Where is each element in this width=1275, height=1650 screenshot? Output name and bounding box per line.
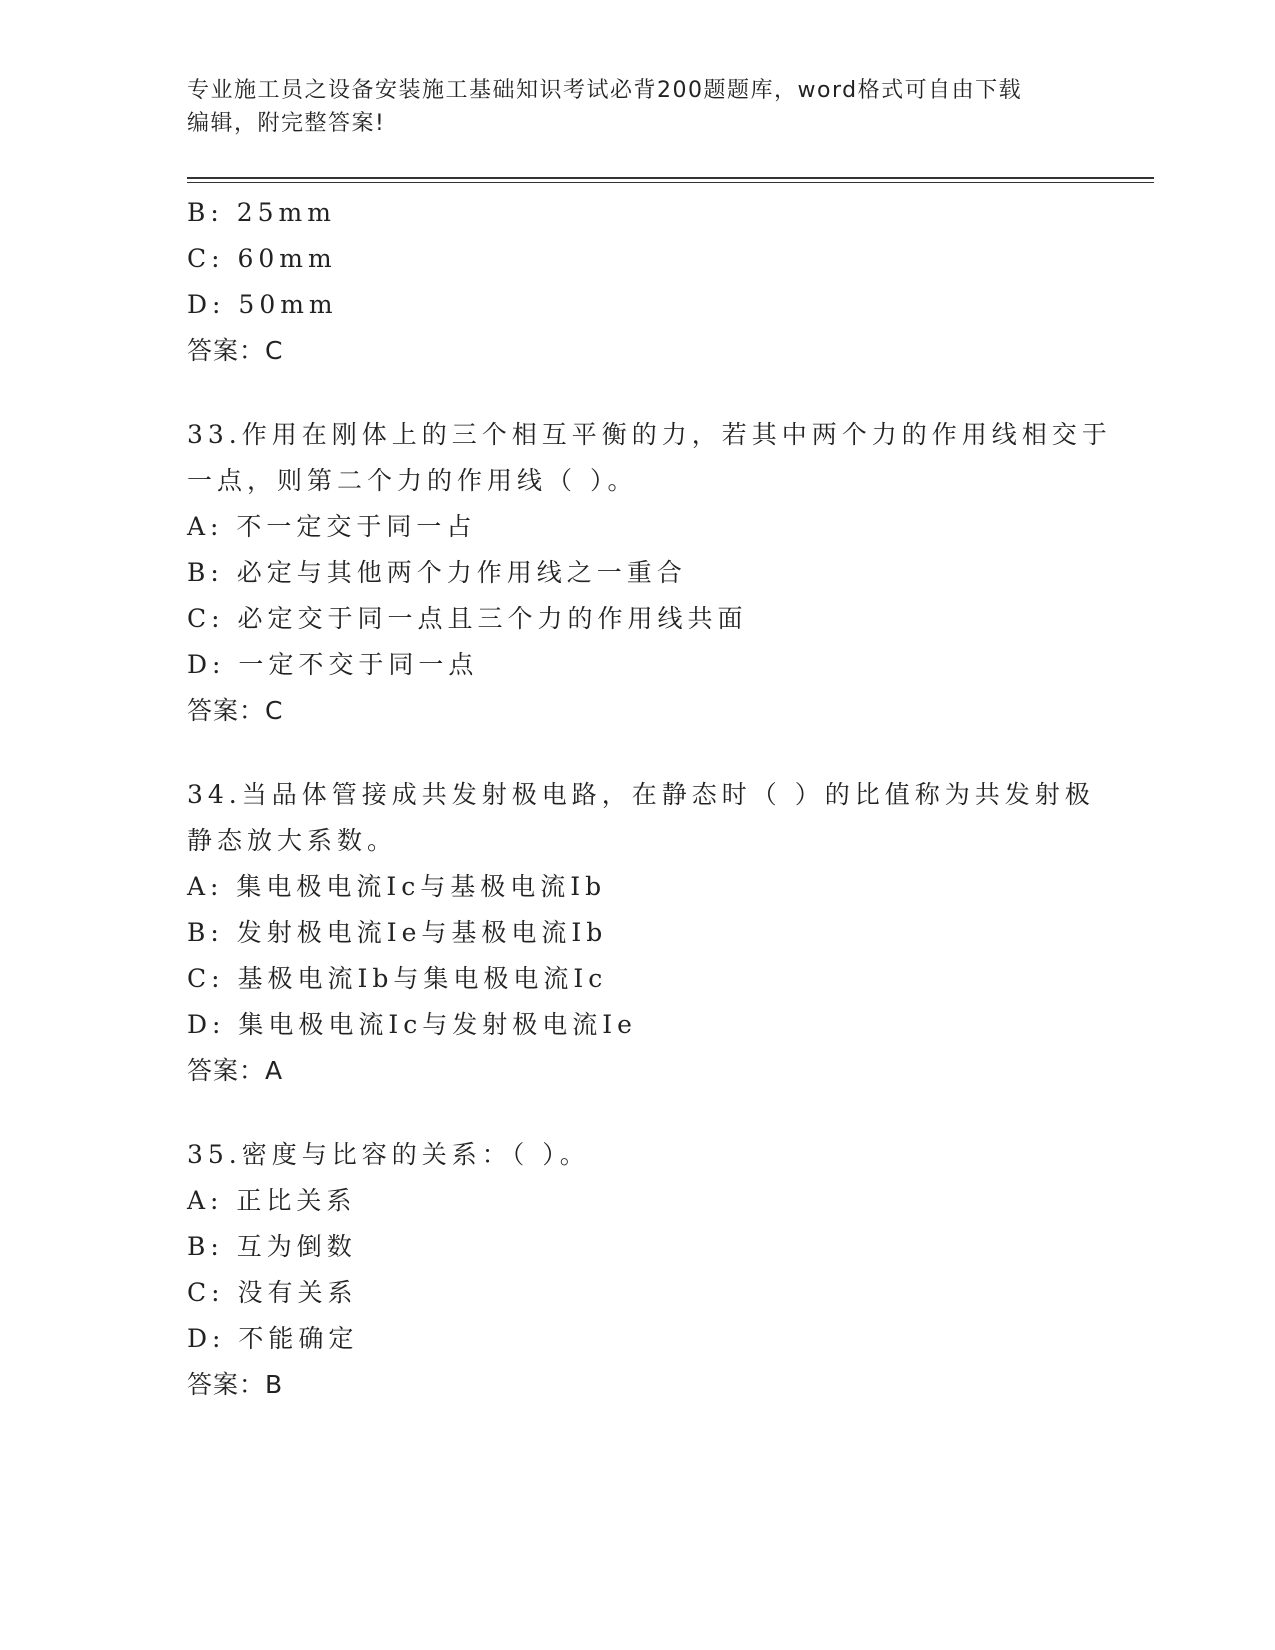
question-34 bbox=[187, 772, 1095, 1094]
question-list bbox=[187, 190, 1112, 1408]
question-35 bbox=[187, 1132, 1087, 1408]
question-33 bbox=[187, 412, 1112, 734]
question-34-answer: 答案：A bbox=[187, 1056, 284, 1085]
question-33-option-b: B: 必定与其他两个力作用线之一重合 bbox=[187, 558, 687, 587]
question-32-answer: 答案：C bbox=[187, 336, 284, 365]
question-34-option-d: D: 集电极电流Ic与发射极电流Ie bbox=[187, 1010, 637, 1039]
question-spacer bbox=[187, 1094, 1087, 1132]
question-33-stem-line-1: 33.作用在刚体上的三个相互平衡的力，若其中两个力的作用线相交于 bbox=[187, 420, 1112, 449]
question-35-stem-line-1: 35.密度与比容的关系：（ ）。 bbox=[187, 1140, 590, 1169]
question-35-option-c: C: 没有关系 bbox=[187, 1278, 358, 1307]
question-32-continued bbox=[187, 190, 1087, 374]
question-35-option-a: A: 正比关系 bbox=[187, 1186, 357, 1215]
question-33-answer: 答案：C bbox=[187, 696, 284, 725]
header-title-line-2: 编辑，附完整答案! bbox=[187, 111, 386, 136]
question-35-option-d: D: 不能确定 bbox=[187, 1324, 359, 1353]
question-34-stem-line-2: 静态放大系数。 bbox=[187, 826, 398, 855]
question-33-option-d: D: 一定不交于同一点 bbox=[187, 650, 479, 679]
question-32-option-c: C: 60mm bbox=[187, 244, 337, 273]
question-34-stem-line-1: 34.当品体管接成共发射极电路，在静态时（ ）的比值称为共发射极 bbox=[187, 780, 1095, 809]
question-34-option-b: B: 发射极电流Ie与基极电流Ib bbox=[187, 918, 608, 947]
header-title-line-1: 专业施工员之设备安装施工基础知识考试必背200题题库，word格式可自由下载 bbox=[187, 78, 1023, 103]
question-35-answer: 答案：B bbox=[187, 1370, 284, 1399]
question-34-option-c: C: 基极电流Ib与集电极电流Ic bbox=[187, 964, 608, 993]
document-header bbox=[187, 74, 1077, 140]
question-spacer bbox=[187, 374, 1087, 412]
question-33-option-c: C: 必定交于同一点且三个力的作用线共面 bbox=[187, 604, 748, 633]
question-33-stem-line-2: 一点，则第二个力的作用线（ ）。 bbox=[187, 466, 638, 495]
question-32-option-d: D: 50mm bbox=[187, 290, 338, 319]
header-divider-thick bbox=[187, 177, 1154, 179]
question-spacer bbox=[187, 734, 1087, 772]
question-34-option-a: A: 集电极电流Ic与基极电流Ib bbox=[187, 872, 607, 901]
question-32-option-b: B: 25mm bbox=[187, 198, 336, 227]
question-35-option-b: B: 互为倒数 bbox=[187, 1232, 357, 1261]
question-33-option-a: A: 不一定交于同一占 bbox=[187, 512, 477, 541]
header-divider-thin bbox=[187, 182, 1154, 183]
